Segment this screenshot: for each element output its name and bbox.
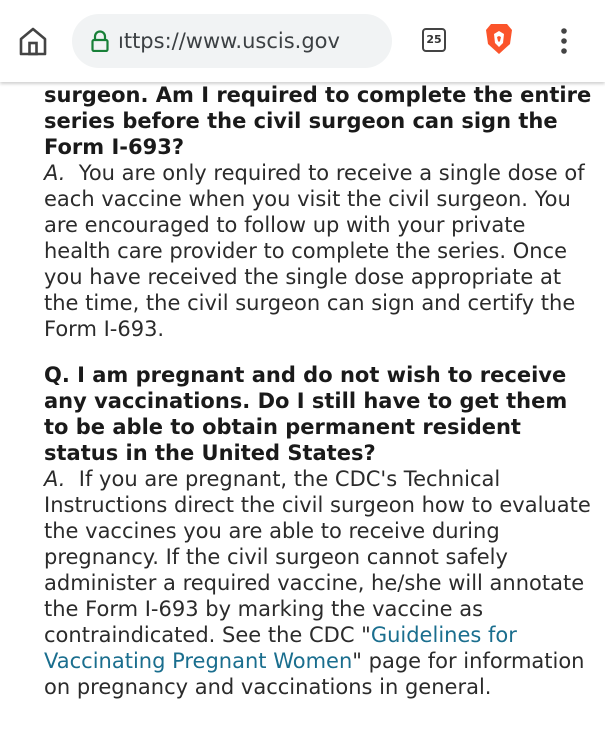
faq-question-1: surgeon. Am I required to complete the entire series before the civil surgeon can sign the Form I-693? xyxy=(44,83,592,159)
tab-count: 25 xyxy=(422,28,446,52)
answer-1-text: You are only required to receive a single dose of each vaccine when you visit the civil surgeon. You are encouraged to follow up with your private health care provider to complete the series. Once you have received the single dose appropriate at the time, the civil surgeon can sign and certify the Form I-693. xyxy=(44,161,585,341)
cdc-guidelines-link[interactable]: Guidelines for Vaccinating Pregnant Women xyxy=(44,623,517,673)
answer-label: A. xyxy=(44,161,66,185)
browser-toolbar xyxy=(0,0,605,82)
faq-question-2: Q. I am pregnant and do not wish to receive any vaccinations. Do I still have to get them to be able to obtain permanent resident status in the United States? xyxy=(44,363,568,465)
lock-icon xyxy=(91,30,109,52)
address-bar[interactable] xyxy=(72,14,392,68)
overflow-menu-icon[interactable] xyxy=(552,24,576,58)
faq-answer-2 xyxy=(44,466,594,700)
answer-2-text-after: " page for information on pregnancy and vaccinations in general. xyxy=(44,649,585,699)
tab-switcher-button[interactable] xyxy=(420,26,450,56)
answer-2-text-before: If you are pregnant, the CDC's Technical Instructions direct the civil surgeon how to evaluate the vaccines you are able to receive during pregnancy. If the civil surgeon cannot safely administer a required vaccine, he/she will annotate the Form I-693 by marking the vaccine as contraindicated. See the CDC " xyxy=(44,467,591,647)
home-icon[interactable] xyxy=(16,24,50,58)
brave-shields-icon[interactable] xyxy=(484,22,514,56)
answer-label: A. xyxy=(44,467,66,491)
url-text: ıttps://www.uscis.gov xyxy=(118,29,340,53)
faq-answer-1 xyxy=(44,160,594,342)
faq-content xyxy=(44,56,594,700)
